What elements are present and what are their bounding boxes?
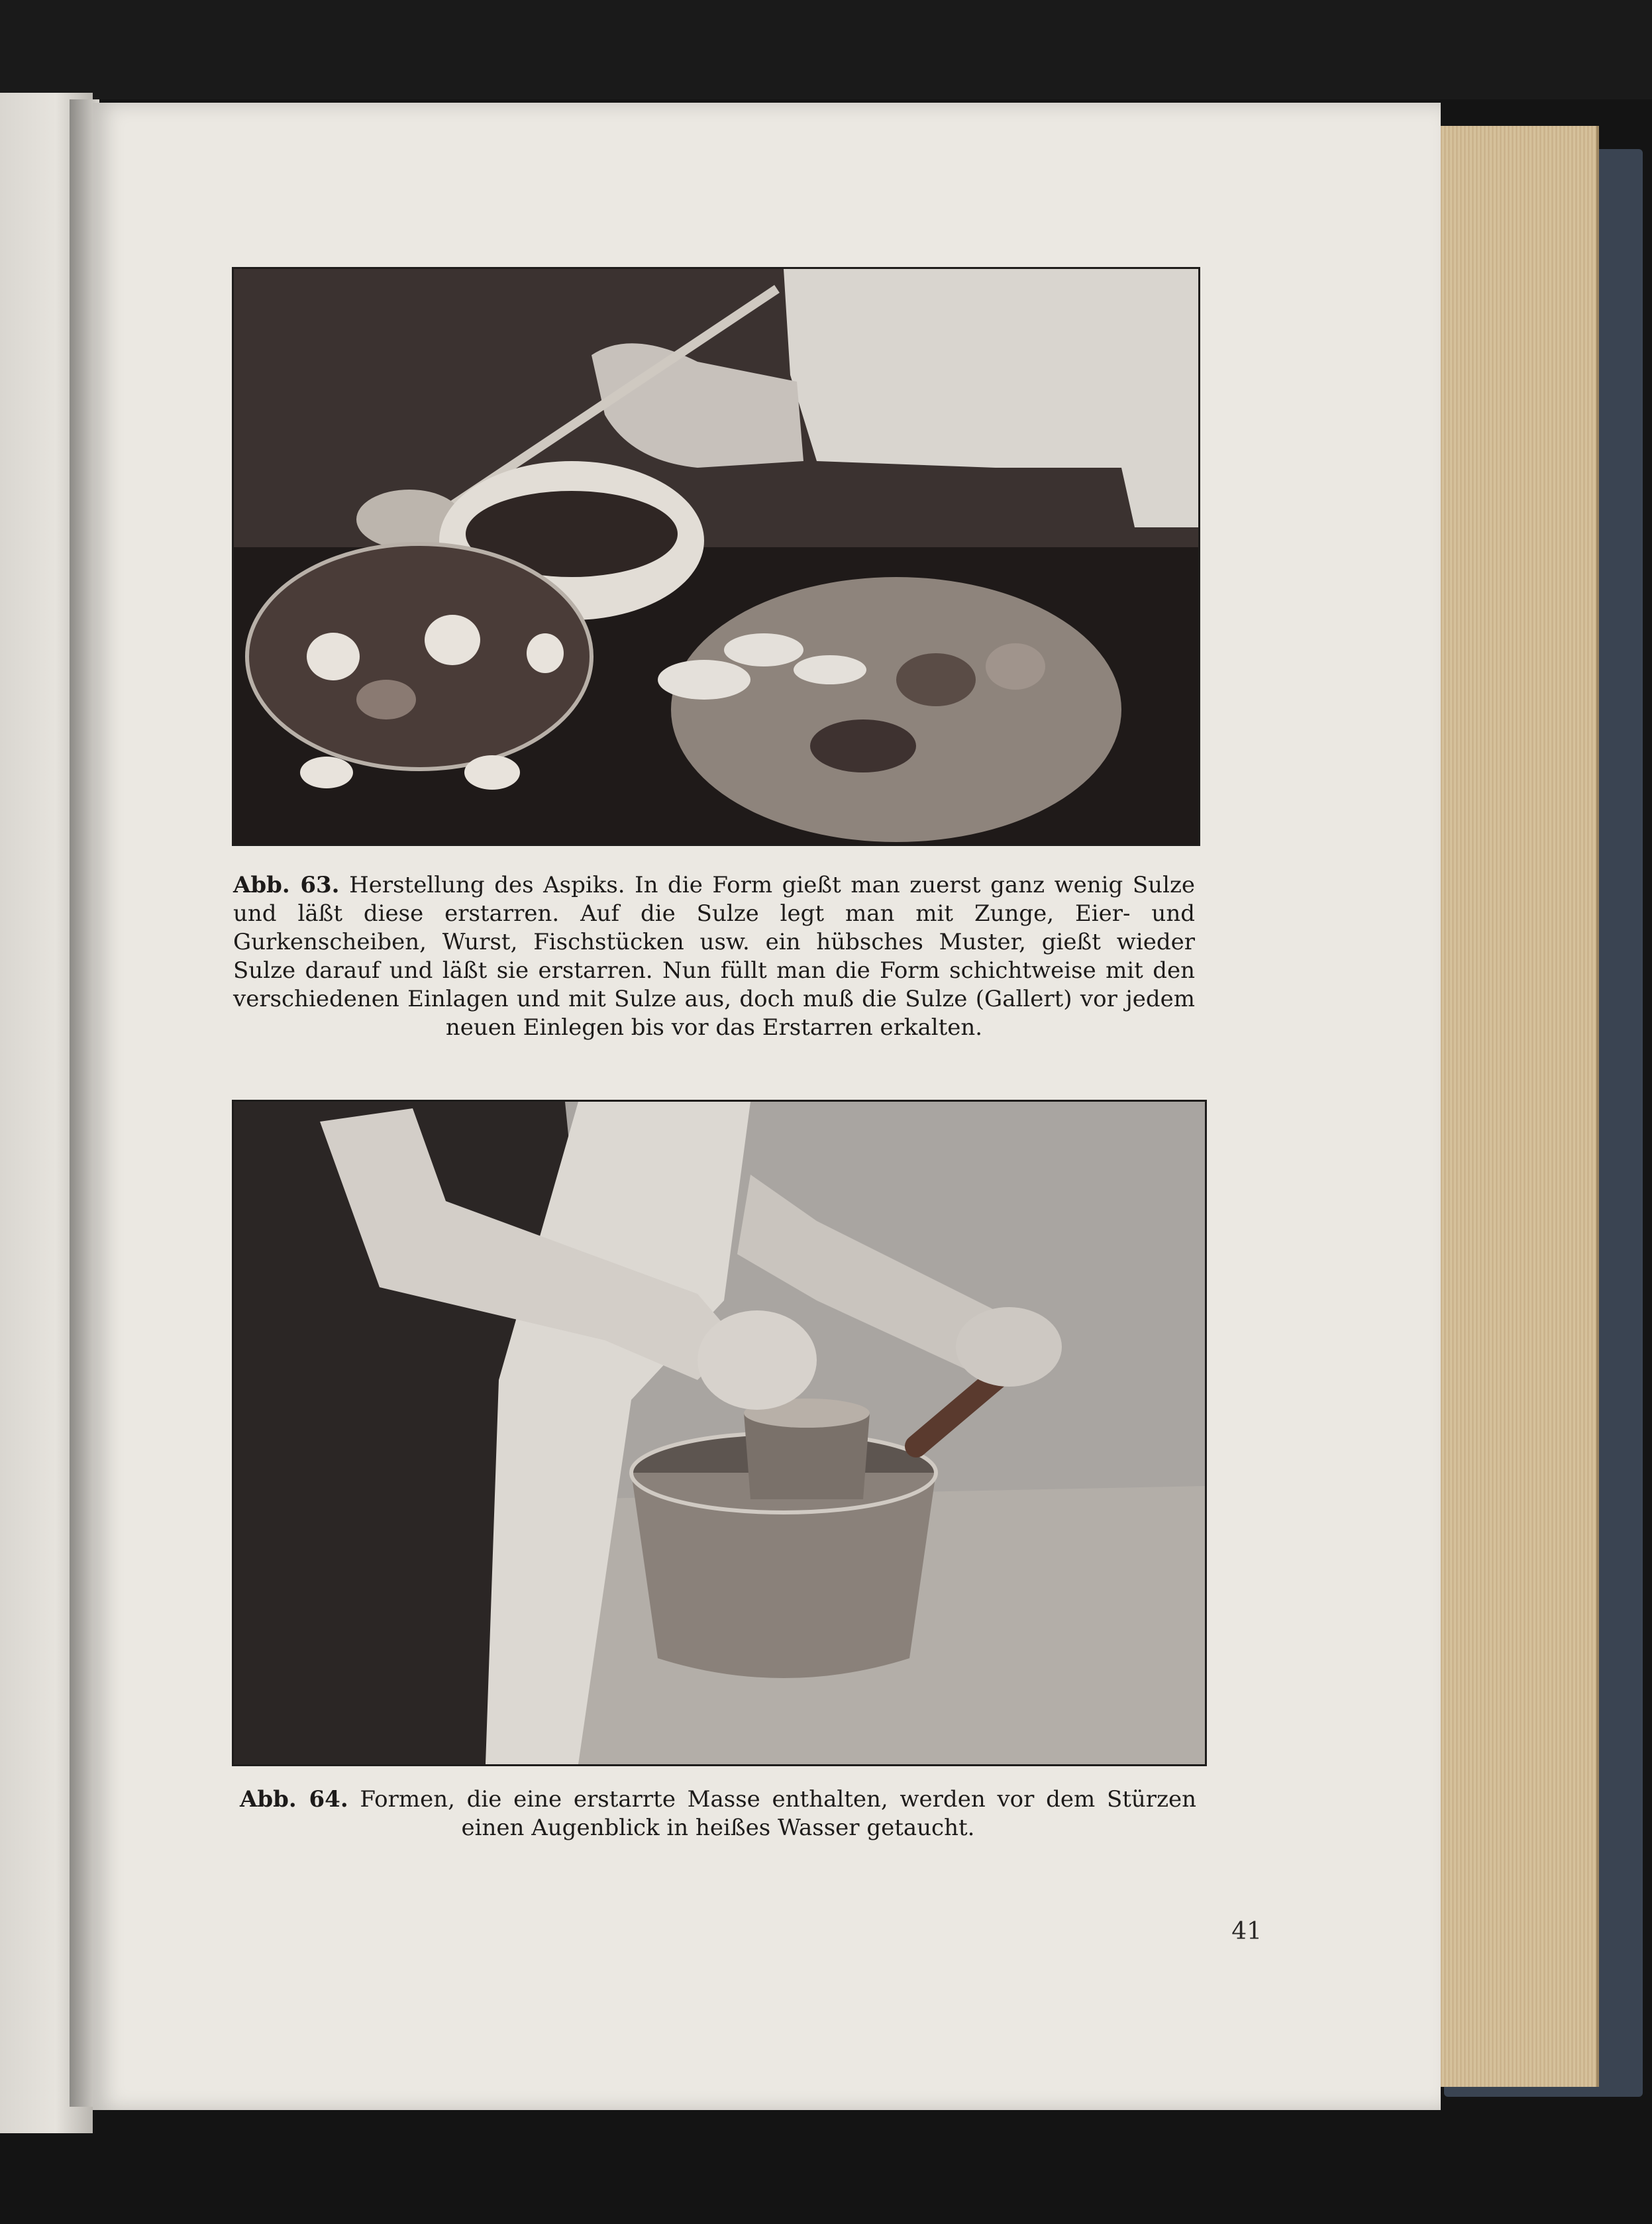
figure-63-caption (233, 871, 1195, 1042)
figure-63-label: Abb. 63. (233, 872, 340, 898)
figure-64-photo (232, 1100, 1207, 1766)
figure-64-label: Abb. 64. (240, 1786, 348, 1813)
figure-63-photo (232, 267, 1200, 846)
page-block-edge (1437, 126, 1599, 2087)
figure-63-caption-text: Herstellung des Aspiks. In die Form gießt man zuerst ganz wenig Sulze und läßt diese erstarren. Auf die Sulze legt man mit Zunge, Eier- und Gurkenscheiben, Wurst, Fischstücken usw. ein hübsches Muster, gießt wieder Sulze darauf und läßt sie erstarren. Nun füllt man die Form schichtweise mit den verschiedenen Einlagen und mit Sulze aus, doch muß die Sulze (Gallert) vor jedem neuen Einlegen bis vor das Erstarren erkalten. (233, 872, 1195, 1041)
figure-64-caption-text: Formen, die eine erstarrte Masse enthalten, werden vor dem Stürzen einen Augenblick in heißes Wasser getaucht. (360, 1786, 1196, 1841)
page-number: 41 (1231, 1918, 1262, 1945)
book-page (93, 103, 1441, 2110)
background-top (0, 0, 1652, 99)
figure-64-caption (240, 1785, 1196, 1842)
